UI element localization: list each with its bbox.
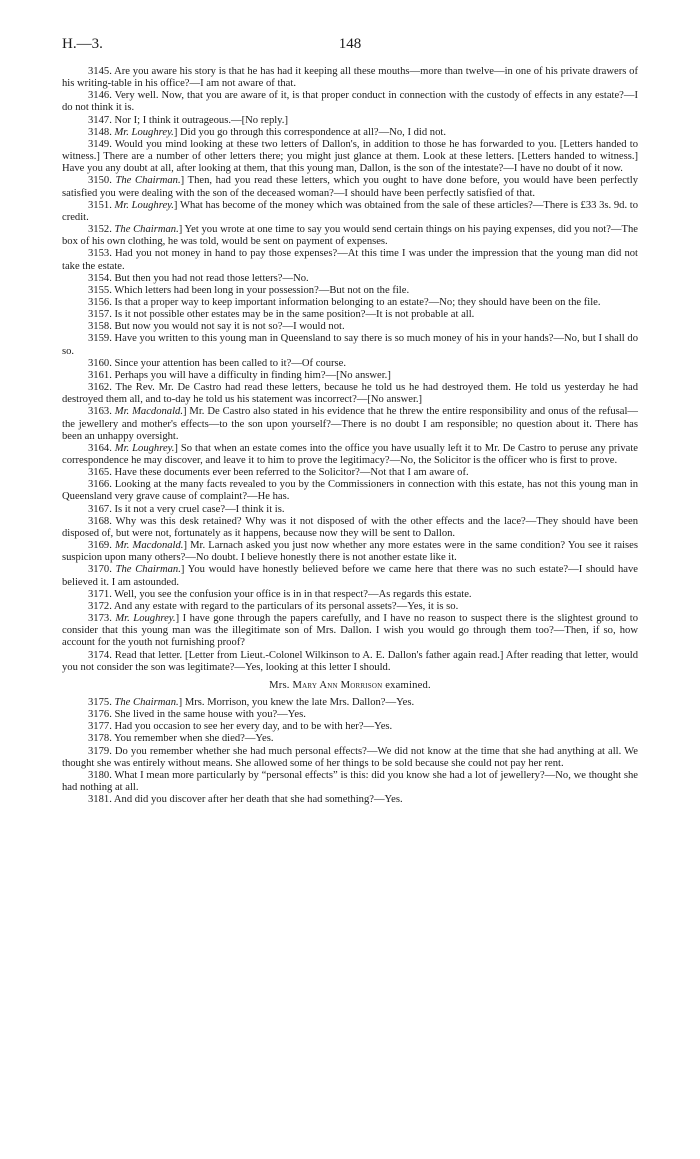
evidence-paragraph: 3166. Looking at the many facts revealed to you by the Commissioners in connection with this estate, has not this young man in Queensland very grave cause of complaint?—He has. [62,479,638,503]
evidence-paragraph: 3165. Have these documents ever been referred to the Solicitor?—Not that I am aware of. [88,467,469,479]
speaker-name: The Chairman. [114,696,179,708]
document-reference: H.—3. [62,36,103,52]
page-header [62,36,638,56]
evidence-paragraph: 3160. Since your attention has been called to it?—Of course. [88,357,347,369]
evidence-block-2 [62,697,638,806]
evidence-paragraph: 3172. And any estate with regard to the particulars of its personal assets?—Yes, it is so. [88,600,459,612]
speaker-name: The Chairman. [115,564,181,576]
evidence-paragraph: 3175. The Chairman.] Mrs. Morrison, you knew the late Mrs. Dallon?—Yes. [88,696,415,708]
evidence-paragraph: 3147. Nor I; I think it outrageous.—[No reply.] [88,114,288,126]
evidence-paragraph: 3181. And did you discover after her death that she had something?—Yes. [88,794,403,806]
evidence-paragraph: 3168. Why was this desk retained? Why was it not disposed of with the other effects and the lace?—They should have been disposed of, but were not, fortunately as it happens, because now they will be sent to Dallon. [62,515,638,539]
evidence-paragraph: 3149. Would you mind looking at these two letters of Dallon's, in addition to those he has forwarded to you. [Letters handed to witness.] There are a number of other letters there; you might just glance at them. Look at these letters. [Letters handed to witness.] Have you any doubt at all, after looking at them, that this young man, Dallon, is the son of the intestate?—I have no doubt of it now. [62,138,638,175]
speaker-name: The Chairman. [115,175,181,187]
speaker-name: Mr. Loughrey. [114,442,175,454]
evidence-paragraph: 3169. Mr. Macdonald.] Mr. Larnach asked you just now whether any more estates were in the same condition? You see it raises suspicion upon many others?—No doubt. I believe honestly there is not another estate like it. [62,540,638,564]
evidence-paragraph: 3167. Is it not a very cruel case?—I think it is. [88,503,285,515]
evidence-paragraph: 3158. But now you would not say it is not so?—I would not. [88,321,345,333]
speaker-name: Mr. Macdonald. [114,406,183,418]
evidence-paragraph: 3178. You remember when she died?—Yes. [88,733,274,745]
evidence-paragraph: 3170. The Chairman.] You would have honestly believed before we came here that there was no such estate?—I should have believed it. I am astounded. [62,564,638,588]
evidence-paragraph: 3159. Have you written to this young man in Queensland to say there is so much money of his in your hands?—No, but I shall do so. [62,333,638,357]
witness-heading: Mrs. Mary Ann Morrison examined. [269,679,431,691]
evidence-paragraph: 3152. The Chairman.] Yet you wrote at one time to say you would send certain things on his paying expenses, did you not?—The box of his own clothing, he was told, would be sent on payment of expenses. [62,224,638,248]
speaker-name: Mr. Macdonald. [114,540,184,552]
evidence-paragraph: 3146. Very well. Now, that you are aware of it, is that proper conduct in connection with the custody of effects in any estate?—I do not think it is. [62,90,638,114]
evidence-paragraph: 3180. What I mean more particularly by “personal effects” is this: did you know she had a lot of jewellery?—No, we thought she had nothing at all. [62,769,638,794]
evidence-paragraph: 3153. Had you not money in hand to pay those expenses?—At this time I was under the impression that the young man did not take the estate. [62,248,638,272]
evidence-paragraph: 3145. Are you aware his story is that he has had it keeping all these mouths—more than twelve—in one of his private drawers of his writing-table in his office?—I am not aware of that. [62,66,638,90]
document-body [62,66,638,806]
evidence-paragraph: 3156. Is that a proper way to keep important information belonging to an estate?—No; they should have been on the file. [88,296,601,308]
evidence-paragraph: 3151. Mr. Loughrey.] What has become of the money which was obtained from the sale of these articles?—There is £33 3s. 9d. to credit. [62,199,639,223]
evidence-paragraph: 3154. But then you had not read those letters?—No. [88,272,309,284]
evidence-paragraph: 3173. Mr. Loughrey.] I have gone through the papers carefully, and I have no reason to suspect there is the slightest ground to consider that this young man was the illegitimate son of Mrs. Dallon. I wish you would go through them too?—Then, if so, how account for the youth not furnishing proof? [62,613,638,649]
speaker-name: Mr. Loughrey. [114,126,174,138]
evidence-paragraph: 3177. Had you occasion to see her every day, and to be with her?—Yes. [88,721,393,733]
evidence-paragraph: 3179. Do you remember whether she had much personal effects?—We did not know at the time that she had anything at all. We thought she was entirely without means. She allowed some of her things to be sold because she could not pay her rent. [62,745,638,769]
evidence-paragraph: 3148. Mr. Loughrey.] Did you go through this correspondence at all?—No, I did not. [88,126,446,138]
speaker-name: The Chairman. [114,224,179,236]
evidence-paragraph: 3155. Which letters had been long in your possession?—But not on the file. [88,284,410,296]
evidence-paragraph: 3174. Read that letter. [Letter from Lieut.-Colonel Wilkinson to A. E. Dallon's father again read.] After reading that letter, would you not consider the son was legitimate?—Yes, looking at this letter I should. [62,649,638,673]
evidence-paragraph: 3164. Mr. Loughrey.] So that when an estate comes into the office you have usually left it to Mr. De Castro to peruse any private correspondence he may discover, and leave it to him to prove the legitimacy?—No, the Solicitor is the officer who is first to prove. [62,442,638,466]
speaker-name: Mr. Loughrey. [114,199,174,211]
evidence-block-1 [62,66,638,674]
evidence-paragraph: 3171. Well, you see the confusion your office is in in that respect?—As regards this estate. [88,588,472,600]
evidence-paragraph: 3163. Mr. Macdonald.] Mr. De Castro also stated in his evidence that he threw the entire responsibility and onus of the refusal—the jewellery and mother's effects—to the son upon yourself?—There is no doubt I am responsible; no question about it. There has been an unhappy oversight. [62,406,638,442]
evidence-paragraph: 3157. Is it not possible other estates may be in the same position?—It is not probable at all. [88,309,475,321]
evidence-paragraph: 3162. The Rev. Mr. De Castro had read these letters, because he told us he had destroyed them. He told us yesterday he had destroyed them all, and to-day he told us his statement was incorrect?—[No answer.] [62,382,638,406]
speaker-name: Mr. Loughrey. [115,613,176,625]
evidence-paragraph: 3176. She lived in the same house with you?—Yes. [88,709,306,721]
page-number: 148 [338,36,362,52]
evidence-paragraph: 3150. The Chairman.] Then, had you read these letters, which you ought to have done before, you would have been perfectly satisfied you were dealing with the son of the deceased woman?—I should have been perfectly satisfied of that. [62,175,638,199]
evidence-paragraph: 3161. Perhaps you will have a difficulty in finding him?—[No answer.] [88,369,391,381]
